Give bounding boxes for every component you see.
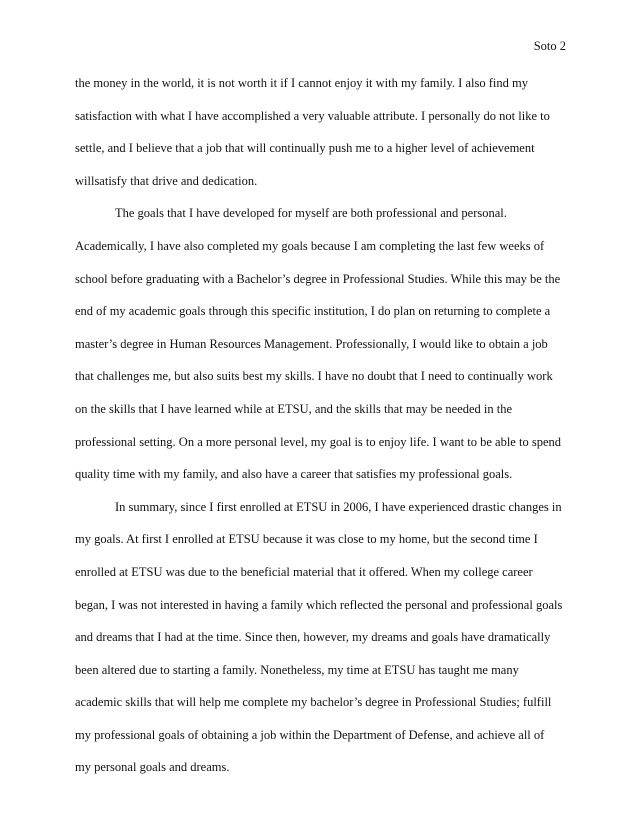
text-line: settle, and I believe that a job that will continually push me to a higher level of achievement [75,141,535,156]
text-line: been altered due to starting a family. Nonetheless, my time at ETSU has taught me many [75,662,519,677]
text-line: my professional goals of obtaining a job within the Department of Defense, and achieve all of [75,727,545,742]
text-line: master’s degree in Human Resources Management. Professionally, I would like to obtain a job [75,336,548,351]
text-line: satisfaction with what I have accomplished a very valuable attribute. I personally do not like to [75,108,550,123]
text-line: that challenges me, but also suits best my skills. I have no doubt that I need to continually work [75,369,553,384]
text-line: enrolled at ETSU was due to the beneficial material that it offered. When my college career [75,564,533,579]
text-line: the money in the world, it is not worth it if I cannot enjoy it with my family. I also find my [75,76,528,90]
text-line: and dreams that I had at the time. Since then, however, my dreams and goals have dramatically [75,630,551,645]
paragraph-1 [75,75,570,205]
text-line: professional setting. On a more personal level, my goal is to enjoy life. I want to be able to spend [75,434,561,449]
text-line: The goals that I have developed for myself are both professional and personal. [115,206,507,221]
running-head: Soto 2 [533,39,566,53]
document-body [75,75,570,792]
text-line: my goals. At first I enrolled at ETSU because it was close to my home, but the second time I [75,532,538,547]
text-line: began, I was not interested in having a family which reflected the personal and professional goals [75,597,563,612]
text-line: In summary, since I first enrolled at ETSU in 2006, I have experienced drastic changes in [115,499,562,514]
paragraph-3 [75,499,570,792]
text-line: on the skills that I have learned while at ETSU, and the skills that may be needed in the [75,401,513,416]
text-line: quality time with my family, and also have a career that satisfies my professional goals. [75,467,513,482]
text-line: Academically, I have also completed my goals because I am completing the last few weeks of [75,238,545,253]
text-line: my personal goals and dreams. [75,760,230,775]
text-line: willsatisfy that drive and dedication. [75,173,258,188]
text-line: academic skills that will help me complete my bachelor’s degree in Professional Studies; fulfill [75,695,552,710]
text-line: end of my academic goals through this specific institution, I do plan on returning to complete a [75,304,551,319]
paragraph-2 [75,205,570,498]
text-line: school before graduating with a Bachelor’s degree in Professional Studies. While this may be the [75,271,561,286]
